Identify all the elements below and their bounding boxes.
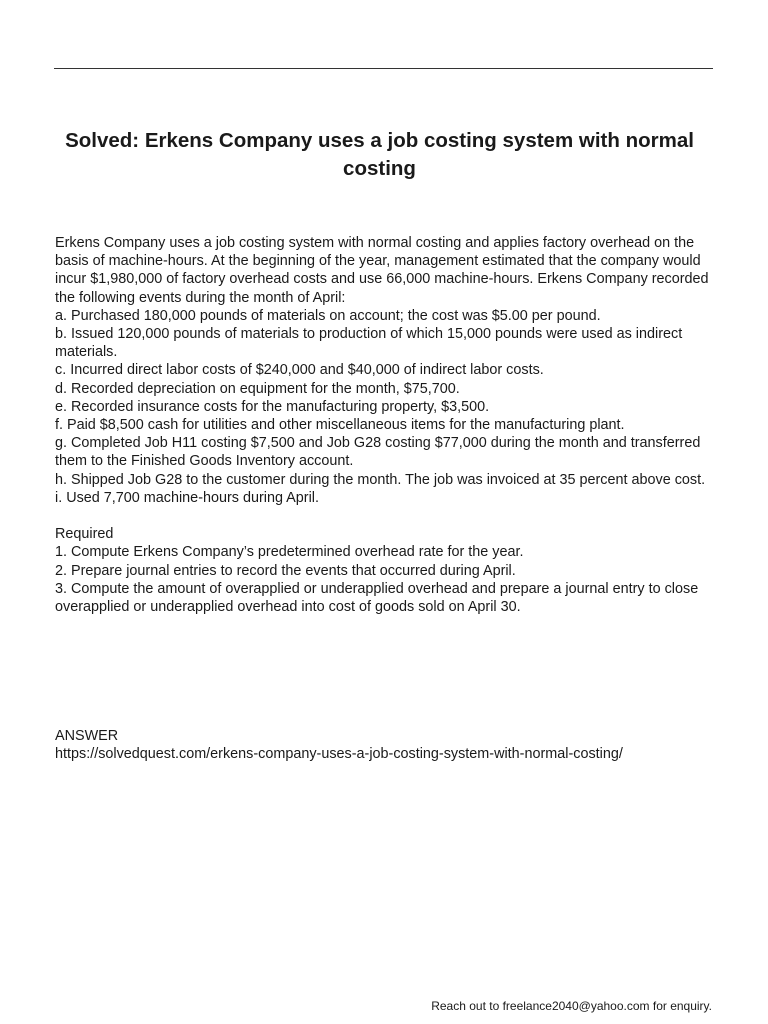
- required-item-2: 2. Prepare journal entries to record the events that occurred during April.: [55, 562, 516, 579]
- event-item-b: b. Issued 120,000 pounds of materials to production of which 15,000 pounds were used as indirect materials.: [55, 326, 683, 361]
- event-item-a: a. Purchased 180,000 pounds of materials on account; the cost was $5.00 per pound.: [55, 307, 601, 324]
- event-item-g: g. Completed Job H11 costing $7,500 and Job G28 costing $77,000 during the month and transferred them to the Finished Goods Inventory account.: [55, 435, 701, 470]
- paragraph-spacer: [55, 507, 715, 525]
- required-item-1: 1. Compute Erkens Company’s predetermined overhead rate for the year.: [55, 544, 524, 561]
- answer-section: [55, 727, 735, 763]
- required-item-3: 3. Compute the amount of overapplied or underapplied overhead and prepare a journal entry to close overapplied or underapplied overhead into cost of goods sold on April 30.: [55, 580, 699, 616]
- event-item-e: e. Recorded insurance costs for the manufacturing property, $3,500.: [55, 398, 490, 415]
- event-item-i: i. Used 7,700 machine-hours during April.: [55, 489, 319, 506]
- required-heading: Required: [55, 526, 114, 543]
- answer-label: ANSWER: [55, 728, 119, 744]
- event-item-c: c. Incurred direct labor costs of $240,000 and $40,000 of indirect labor costs.: [55, 362, 544, 379]
- page-title: Solved: Erkens Company uses a job costing system with normal costing: [65, 129, 694, 180]
- header-divider: [54, 68, 713, 69]
- intro-paragraph: Erkens Company uses a job costing system with normal costing and applies factory overhead on the basis of machine-hours. At the beginning of the year, management estimated that the company would incur $1,980,000 of factory overhead costs and use 66,000 machine-hours. Erkens Company recorded the following events during the month of April:: [55, 235, 709, 306]
- event-item-d: d. Recorded depreciation on equipment for the month, $75,700.: [55, 380, 460, 397]
- answer-link[interactable]: https://solvedquest.com/erkens-company-uses-a-job-costing-system-with-normal-costing/: [55, 746, 623, 763]
- question-body: [55, 234, 715, 616]
- event-item-h: h. Shipped Job G28 to the customer during the month. The job was invoiced at 35 percent above cost.: [55, 471, 706, 488]
- footer-contact: Reach out to freelance2040@yahoo.com for enquiry.: [431, 999, 712, 1013]
- event-item-f: f. Paid $8,500 cash for utilities and other miscellaneous items for the manufacturing plant.: [55, 417, 625, 434]
